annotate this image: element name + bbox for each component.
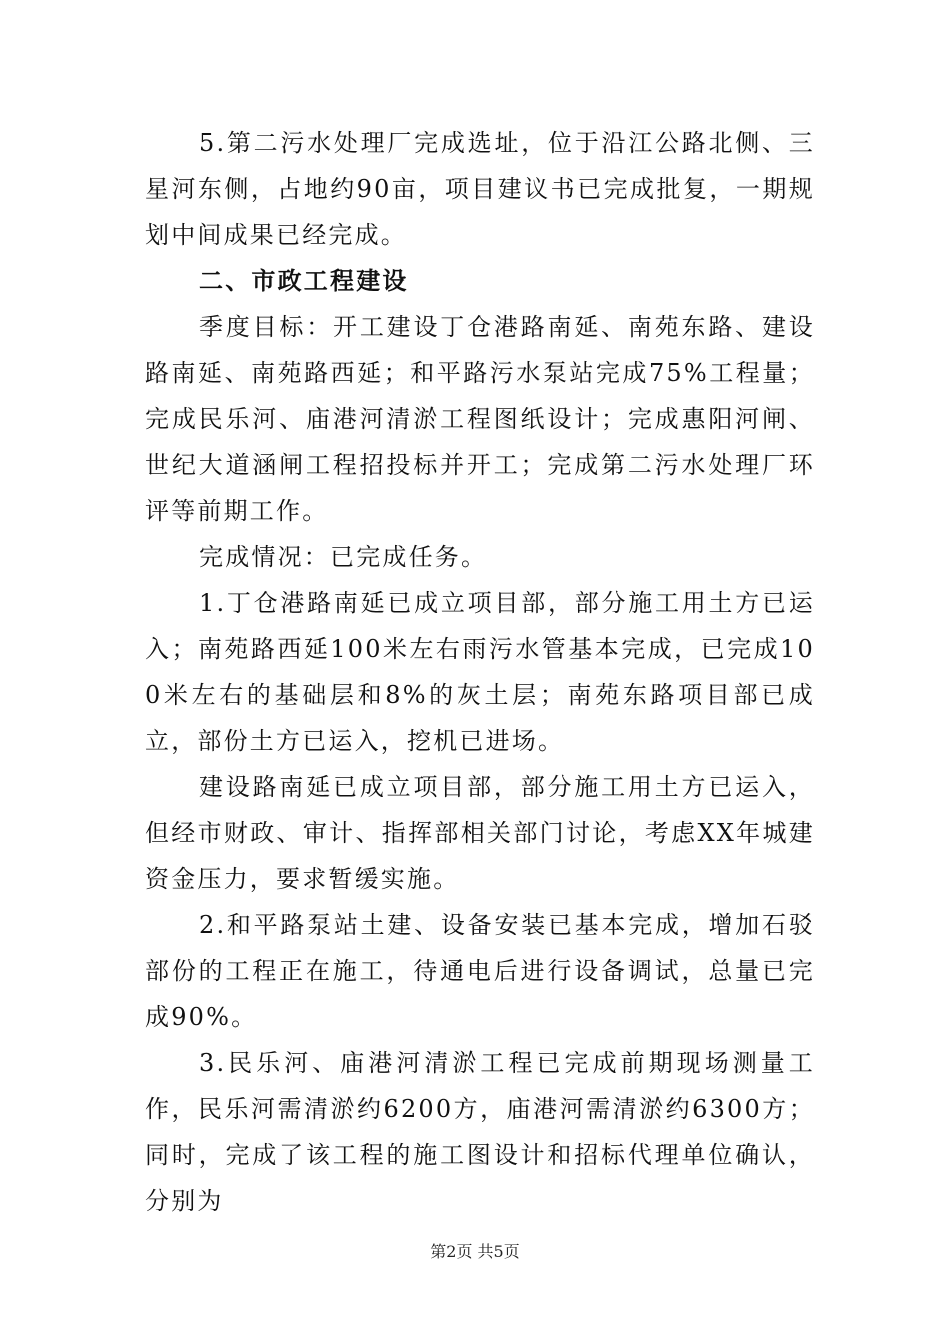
- page-number-footer: 第2页 共5页: [430, 1242, 520, 1261]
- paragraph-quarter-goals: 季度目标：开工建设丁仓港路南延、南苑东路、建设路南延、南苑路西延；和平路污水泵站完成75%工程量；完成民乐河、庙港河清淤工程图纸设计；完成惠阳河闸、世纪大道涵闸工程招投标并开工；完成第二污水处理厂环评等前期工作。: [145, 313, 815, 525]
- paragraph-item-3: 3.民乐河、庙港河清淤工程已完成前期现场测量工作，民乐河需清淤约6200方，庙港河需清淤约6300方；同时，完成了该工程的施工图设计和招标代理单位确认，分别为: [145, 1049, 815, 1215]
- paragraph-sewage-plant-site: 5.第二污水处理厂完成选址，位于沿江公路北侧、三星河东侧，占地约90亩，项目建议书已完成批复，一期规划中间成果已经完成。: [145, 129, 815, 249]
- paragraph-item-1: 1.丁仓港路南延已成立项目部，部分施工用土方已运入；南苑路西延100米左右雨污水管基本完成，已完成100米左右的基础层和8%的灰土层；南苑东路项目部已成立，部份土方已运入，挖机已进场。: [145, 589, 815, 755]
- paragraph-jianshe-road: 建设路南延已成立项目部，部分施工用土方已运入，但经市财政、审计、指挥部相关部门讨论，考虑XX年城建资金压力，要求暂缓实施。: [145, 773, 815, 893]
- section-heading-municipal-works: 二、市政工程建设: [199, 267, 409, 295]
- document-body: [145, 120, 815, 1224]
- paragraph-completion-status: 完成情况：已完成任务。: [199, 543, 488, 571]
- paragraph-item-2: 2.和平路泵站土建、设备安装已基本完成，增加石驳部份的工程正在施工，待通电后进行设备调试，总量已完成90%。: [145, 911, 815, 1031]
